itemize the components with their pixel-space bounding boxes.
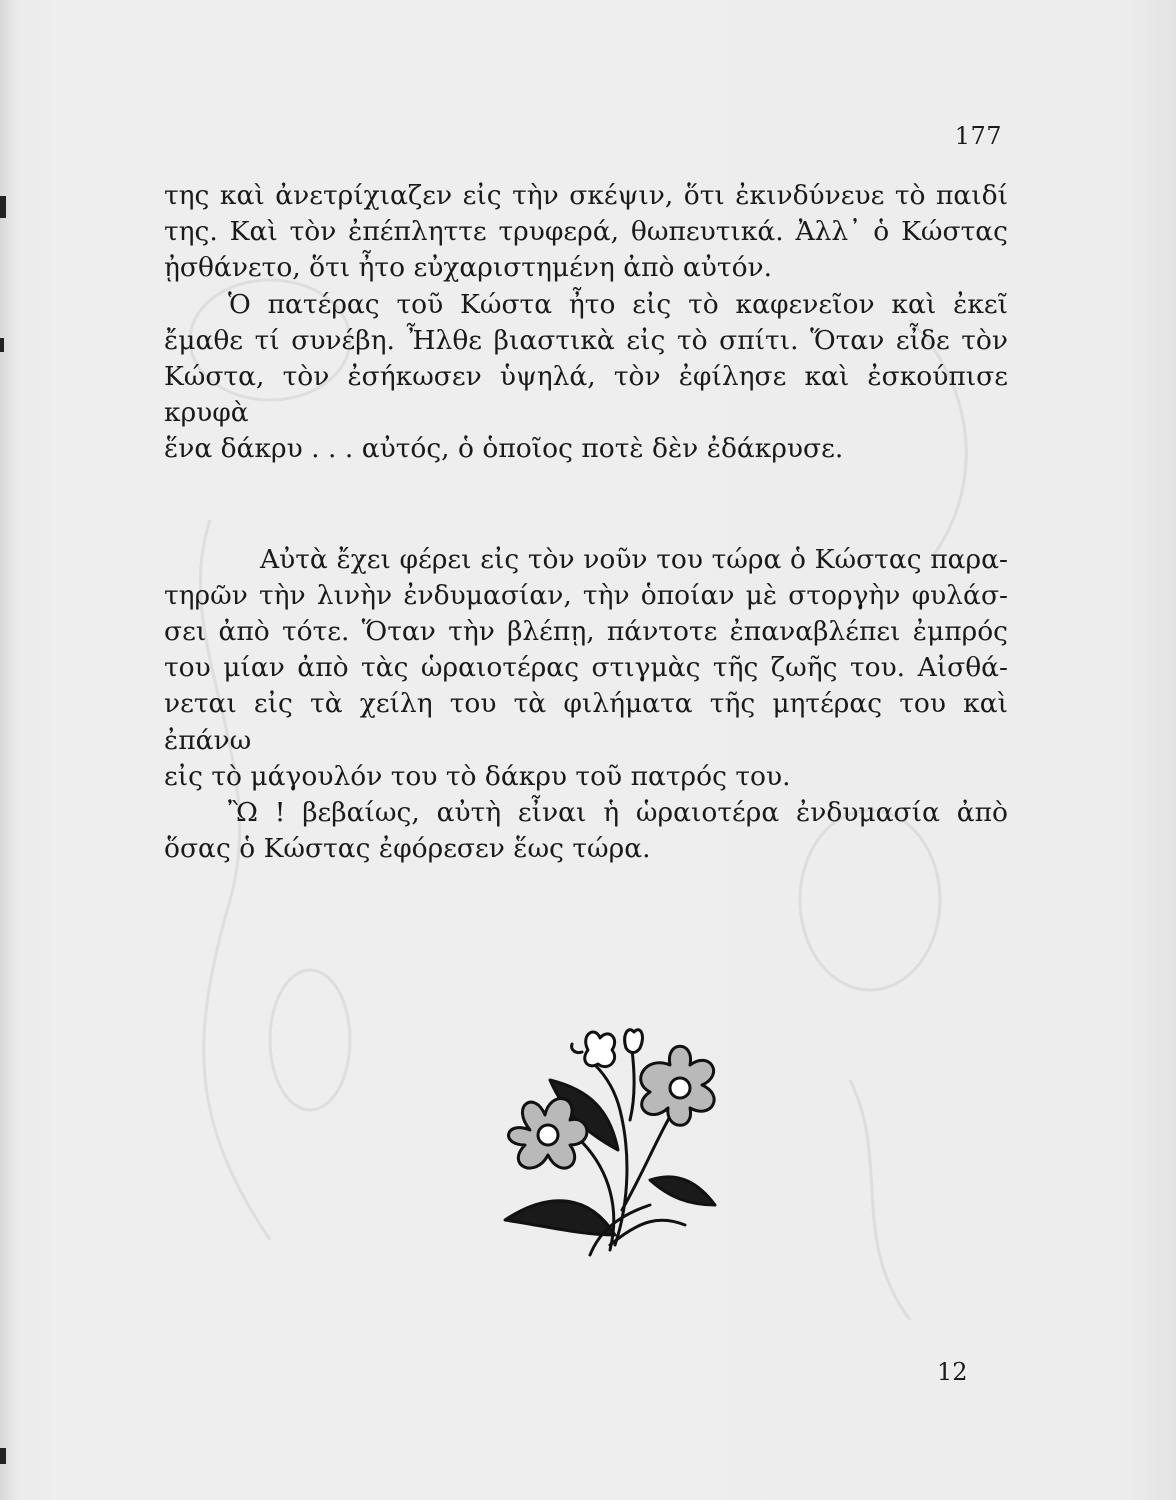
paragraph xyxy=(164,542,1008,795)
text-line: Ὁ πατέρας τοῦ Κώστα ἦτο εἰς τὸ καφενεῖον καὶ ἐκεῖ xyxy=(228,288,1008,320)
text-line: Ὢ ! βεβαίως, αὐτὴ εἶναι ἡ ὡραιοτέρα ἐνδυμασία ἀπὸ xyxy=(228,797,1008,829)
page-edge-mark xyxy=(0,1448,6,1464)
page-edge-mark xyxy=(0,196,6,218)
body-text xyxy=(164,178,1008,867)
page-edge-mark xyxy=(0,338,4,352)
text-line: της καὶ ἀνετρίχιαζεν εἰς τὴν σκέψιν, ὅτι ἐκινδύνευε τὸ παιδί xyxy=(164,180,1008,211)
text-line: του μίαν ἀπὸ τὰς ὡραιοτέρας στιγμὰς τῆς ζωῆς του. Αἰσθά- xyxy=(164,652,1008,684)
page-number: 177 xyxy=(954,122,1002,150)
text-line: τηρῶν τὴν λινὴν ἐνδυμασίαν, τὴν ὁποίαν μὲ στοργὴν φυλάσ- xyxy=(164,579,1008,611)
text-line: της. Καὶ τὸν ἐπέπληττε τρυφερά, θωπευτικά. Ἀλλ᾽ ὁ Κώστας xyxy=(164,216,1008,248)
flower-ornament-icon xyxy=(490,1020,740,1265)
text-line: σει ἀπὸ τότε. Ὅταν τὴν βλέπῃ, πάντοτε ἐπαναβλέπει ἐμπρός xyxy=(164,616,1008,648)
text-line: ὅσας ὁ Κώστας ἐφόρεσεν ἕως τώρα. xyxy=(164,833,651,865)
text-line: ἔμαθε τί συνέβη. Ἦλθε βιαστικὰ εἰς τὸ σπίτι. Ὅταν εἶδε τὸν xyxy=(164,324,1008,356)
text-line: Αὐτὰ ἔχει φέρει εἰς τὸν νοῦν του τώρα ὁ Κώστας παρα- xyxy=(260,543,1008,575)
section-gap xyxy=(164,468,1008,542)
paragraph xyxy=(164,287,1008,468)
text-line: νεται εἰς τὰ χείλη του τὰ φιλήματα τῆς μητέρας του καὶ ἐπάνω xyxy=(164,688,1008,756)
paragraph xyxy=(164,178,1008,287)
text-line: Κώστα, τὸν ἐσήκωσεν ὑψηλά, τὸν ἐφίλησε καὶ ἐσκούπισε κρυφὰ xyxy=(164,361,1008,429)
text-line: ἕνα δάκρυ . . . αὐτός, ὁ ὁποῖος ποτὲ δὲν ἐδάκρυσε. xyxy=(164,433,844,465)
paragraph xyxy=(164,795,1008,867)
text-line: ᾐσθάνετο, ὅτι ἦτο εὐχαριστημένη ἀπὸ αὐτόν. xyxy=(164,252,773,284)
signature-number: 12 xyxy=(937,1358,968,1386)
text-line: εἰς τὸ μάγουλόν του τὸ δάκρυ τοῦ πατρός του. xyxy=(164,760,791,792)
